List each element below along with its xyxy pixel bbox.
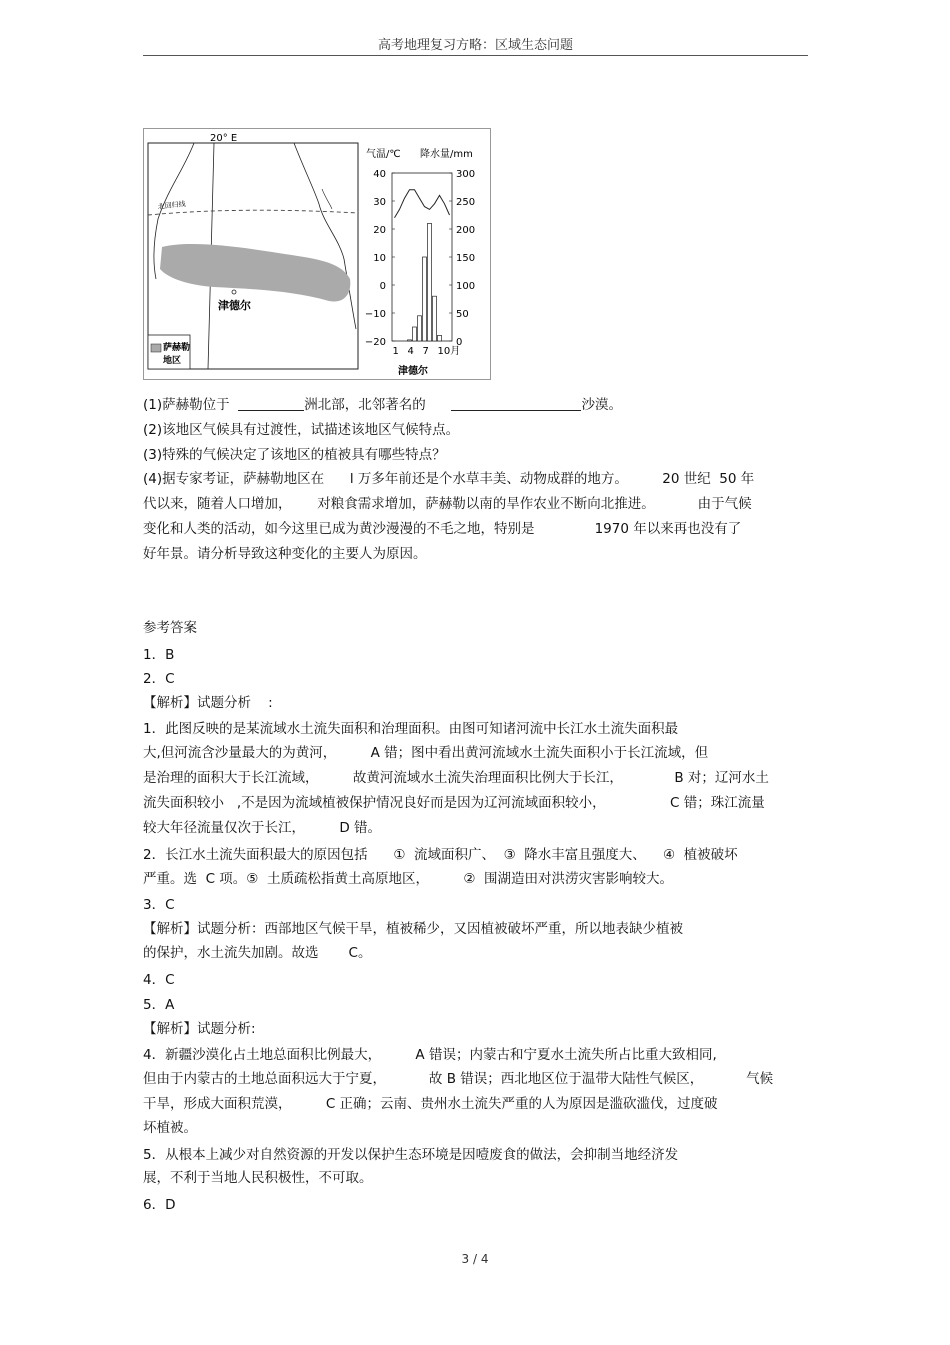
answer-line: 严重。选 C 项。⑤ 土质疏松指黄土高原地区， ② 围湖造田对洪涝灾害影响较大。 — [143, 871, 673, 887]
legend-swatch — [151, 344, 161, 352]
answer-line: 4．C — [143, 972, 175, 988]
tropic-label: 北回归线 — [157, 200, 187, 211]
precip-tick-label: 0 — [456, 337, 463, 348]
answer-line: 1．B — [143, 647, 175, 663]
answer-line: 干旱，形成大面积荒漠， C 正确；云南、贵州水土流失严重的人为原因是滥砍滥伐，过度破 — [143, 1096, 718, 1112]
answer-line: 3．C — [143, 897, 175, 913]
answer-line: 但由于内蒙古的土地总面积远大于宁夏， 故 B 错误；西北地区位于温带大陆性气候区， 气候 — [143, 1071, 774, 1087]
figure-map-and-climate-chart — [143, 128, 491, 380]
precip-tick-label: 100 — [456, 281, 476, 292]
temp-tick-label: 10 — [373, 253, 386, 264]
figure-svg — [144, 129, 490, 379]
temp-tick-label: 0 — [379, 281, 386, 292]
page-header-title: 高考地理复习方略：区域生态问题 — [377, 38, 573, 53]
temp-tick-label: 20 — [373, 225, 386, 236]
page-number: 3 / 4 — [461, 1252, 489, 1266]
question-4-line-3: 变化和人类的活动，如今这里已成为黄沙漫漫的不毛之地，特别是 1970 年以来再也没有了 — [143, 521, 742, 537]
q1-part-a: (1)萨赫勒位于 — [143, 397, 230, 413]
zinder-label: 津德尔 — [218, 299, 251, 312]
precip-bar — [423, 257, 427, 341]
longitude-label: 20° E — [210, 133, 238, 144]
answer-line: 2．长江水土流失面积最大的原因包括 ① 流域面积广、 ③ 降水丰富且强度大、 ④ 植被破坏 — [143, 847, 738, 863]
legend-label-2: 地区 — [163, 356, 182, 366]
answer-line: 【解析】试题分析: — [143, 1021, 256, 1037]
precip-tick-label: 150 — [456, 253, 476, 264]
q1-blank-desert[interactable] — [451, 396, 581, 411]
month-label: 1 — [392, 346, 399, 357]
precip-bar — [408, 340, 412, 341]
temp-tick-label: −10 — [364, 309, 386, 320]
precip-axis-title: 降水量/mm — [420, 149, 473, 160]
legend-label-1: 萨赫勒 — [163, 343, 191, 353]
question-4-line-2: 代以来，随着人口增加， 对粮食需求增加，萨赫勒以南的旱作农业不断向北推进。 由于气候 — [143, 496, 752, 512]
precip-tick-label: 50 — [456, 309, 469, 320]
month-label: 7 — [422, 346, 429, 357]
header-divider — [143, 55, 808, 56]
question-4-line-4: 好年景。请分析导致这种变化的主要人为原因。 — [143, 546, 427, 562]
temp-tick-label: −20 — [364, 337, 386, 348]
climate-chart — [365, 169, 475, 357]
answer-line: 5．从根本上减少对自然资源的开发以保护生态环境是因噎废食的做法，会抑制当地经济发 — [143, 1147, 679, 1163]
temp-axis-title: 气温/℃ — [366, 149, 401, 160]
answer-line: 的保护，水土流失加剧。故选 C。 — [143, 945, 372, 961]
question-4-line-1: (4)据专家考证，萨赫勒地区在 l 万多年前还是个水草丰美、动物成群的地方。 20 世纪 50 年 — [143, 471, 755, 487]
precip-bar — [433, 296, 437, 341]
precip-tick-label: 200 — [456, 225, 476, 236]
chart-plot-frame — [392, 173, 452, 341]
answer-line: 1．此图反映的是某流域水土流失面积和治理面积。由图可知诸河流中长江水土流失面积最 — [143, 721, 679, 737]
zinder-point — [232, 290, 236, 294]
answer-line: 2．C — [143, 671, 175, 687]
temp-tick-label: 40 — [373, 169, 386, 180]
answer-line: 5．A — [143, 997, 175, 1013]
precip-bar — [413, 327, 417, 341]
station-label: 津德尔 — [398, 366, 428, 377]
precip-tick-label: 300 — [456, 169, 476, 180]
answer-line: 【解析】试题分析：西部地区气候干旱，植被稀少，又因植被破坏严重，所以地表缺少植被 — [143, 921, 683, 937]
precip-bar — [428, 223, 432, 341]
answers-title: 参考答案 — [143, 620, 197, 636]
answer-line: 4．新疆沙漠化占土地总面积比例最大， A 错误；内蒙古和宁夏水土流失所占比重大致相同, — [143, 1047, 717, 1063]
answer-line: 坏植被。 — [143, 1120, 197, 1136]
temp-tick-label: 30 — [373, 197, 386, 208]
precip-bar — [438, 335, 442, 341]
question-2: (2)该地区气候具有过渡性，试描述该地区气候特点。 — [143, 422, 460, 438]
answer-line: 流失面积较小 ,不是因为流域植被保护情况良好而是因为辽河流域面积较小， C 错；珠江流量 — [143, 795, 765, 811]
q1-part-c: 沙漠。 — [581, 397, 622, 413]
precip-tick-label: 250 — [456, 197, 476, 208]
answer-line: 【解析】试题分析 : — [143, 695, 273, 711]
answer-line: 大,但河流含沙量最大的为黄河， A 错；图中看出黄河流域水土流失面积小于长江流域，但 — [143, 745, 709, 761]
answer-line: 是治理的面积大于长江流域， 故黄河流域水土流失治理面积比例大于长江， B 对；辽河水土 — [143, 770, 769, 786]
month-label: 4 — [407, 346, 414, 357]
answer-line: 展，不利于当地人民积极性，不可取。 — [143, 1170, 373, 1186]
question-1 — [143, 393, 813, 417]
q1-blank-continent[interactable] — [238, 396, 304, 411]
month-label: 10月 — [437, 346, 461, 357]
question-3: (3)特殊的气候决定了该地区的植被具有哪些特点？ — [143, 447, 446, 463]
q1-part-b: 洲北部，北邻著名的 — [304, 397, 426, 413]
precip-bar — [418, 316, 422, 341]
answer-line: 较大年径流量仅次于长江， D 错。 — [143, 820, 382, 836]
answer-line: 6．D — [143, 1197, 176, 1213]
